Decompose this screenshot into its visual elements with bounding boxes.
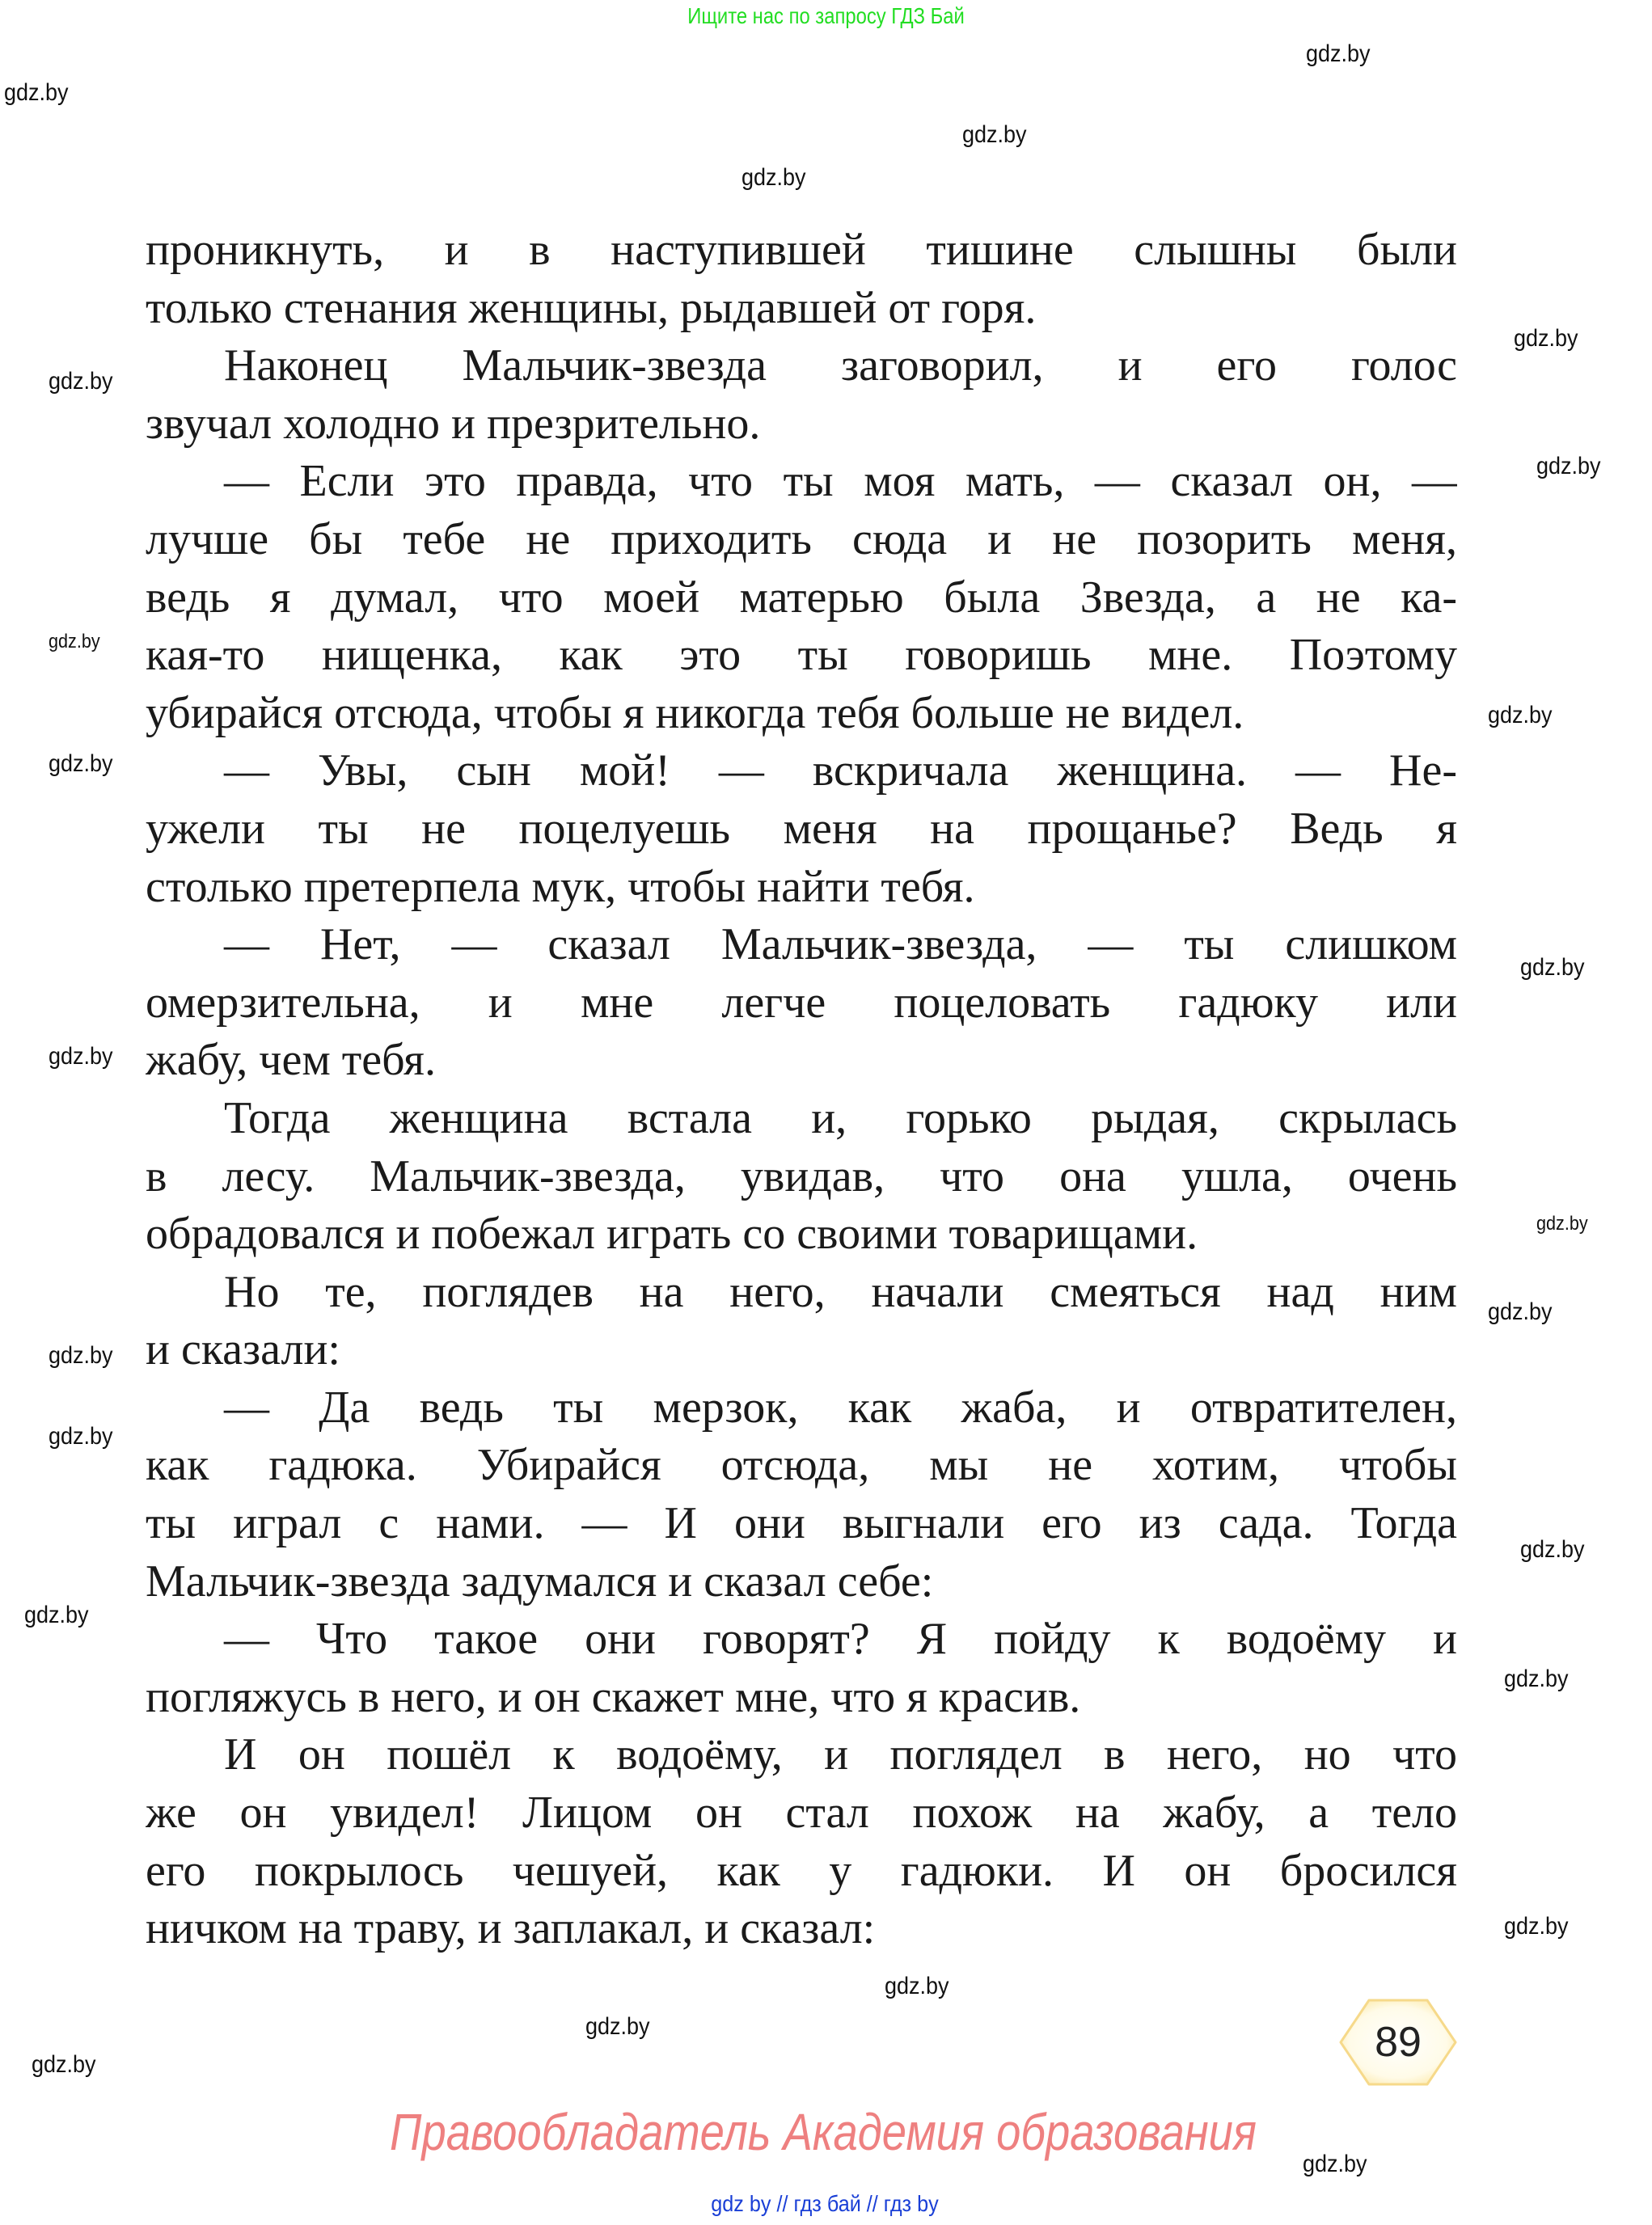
watermark: gdz.by	[1520, 954, 1585, 981]
watermark: gdz.by	[885, 1973, 949, 1999]
watermark: gdz.by	[1536, 453, 1601, 479]
watermark: gdz.by	[49, 1423, 113, 1450]
watermark: gdz.by	[32, 2051, 96, 2078]
watermark: gdz.by	[49, 1043, 113, 1070]
text-line: столько претерпела мук, чтобы найти тебя.	[146, 861, 975, 912]
text-line: погляжусь в него, и он скажет мне, что я красив.	[146, 1671, 1081, 1722]
watermark: gdz.by	[49, 1342, 113, 1369]
text-line: Но те, поглядев на него, начали смеяться над ним	[224, 1266, 1457, 1317]
text-line: в лесу. Мальчик-звезда, увидав, что она ушла, очень	[146, 1150, 1457, 1201]
text-line: убирайся отсюда, чтобы я никогда тебя больше не видел.	[146, 687, 1244, 738]
text-line: — Что такое они говорят? Я пойду к водоёму и	[224, 1614, 1457, 1665]
text-line: — Увы, сын мой! — вскричала женщина. — Не-	[224, 745, 1457, 796]
text-line: звучал холодно и презрительно.	[146, 398, 761, 449]
text-line: как гадюка. Убирайся отсюда, мы не хотим, чтобы	[146, 1440, 1457, 1491]
watermark: gdz.by	[49, 631, 100, 652]
watermark: gdz.by	[1514, 325, 1578, 352]
text-line: проникнуть, и в наступившей тишине слышны были	[146, 225, 1457, 275]
watermark: gdz.by	[1488, 1298, 1553, 1325]
text-line: — Нет, — сказал Мальчик-звезда, — ты слишком	[224, 919, 1457, 970]
watermark: gdz.by	[49, 368, 113, 395]
text-line: — Да ведь ты мерзок, как жаба, и отвратителен,	[224, 1382, 1457, 1433]
watermark: gdz.by	[741, 164, 806, 191]
text-line: ужели ты не поцелуешь меня на прощанье? Ведь я	[146, 803, 1457, 854]
text-line: жабу, чем тебя.	[146, 1035, 436, 1086]
text-line: лучше бы тебе не приходить сюда и не позорить меня,	[146, 513, 1457, 564]
text-line: омерзительна, и мне легче поцеловать гадюку или	[146, 977, 1457, 1028]
page-number-badge	[1338, 1998, 1458, 2087]
text-line: Тогда женщина встала и, горько рыдая, скрылась	[224, 1092, 1457, 1143]
watermark: gdz.by	[49, 750, 113, 777]
text-line: обрадовался и побежал играть со своими товарищами.	[146, 1209, 1198, 1260]
text-line: и сказали:	[146, 1324, 340, 1375]
footer-links[interactable]: gdz by // гдз бай // гдз by	[711, 2191, 939, 2216]
text-line: ты играл с нами. — И они выгнали его из сада. Тогда	[146, 1498, 1457, 1549]
watermark: gdz.by	[1306, 40, 1371, 67]
watermark: gdz.by	[24, 1602, 89, 1628]
text-line: — Если это правда, что ты моя мать, — сказал он, —	[224, 456, 1457, 507]
text-line: Наконец Мальчик-звезда заговорил, и его голос	[224, 340, 1457, 391]
watermark: gdz.by	[1488, 702, 1553, 728]
copyright-notice: Правообладатель Академия образования	[390, 2103, 1257, 2161]
search-banner: Ищите нас по запросу ГДЗ Бай	[687, 3, 965, 28]
watermark: gdz.by	[1303, 2151, 1367, 2177]
page-number: 89	[1375, 2019, 1422, 2066]
watermark: gdz.by	[1520, 1536, 1585, 1563]
text-line: кая-то нищенка, как это ты говоришь мне. Поэтому	[146, 630, 1457, 681]
text-line: его покрылось чешуей, как у гадюки. И он бросился	[146, 1845, 1457, 1896]
watermark: gdz.by	[1504, 1666, 1569, 1692]
watermark: gdz.by	[1536, 1213, 1588, 1235]
story-text	[146, 222, 1457, 1958]
watermark: gdz.by	[962, 121, 1027, 148]
watermark: gdz.by	[1504, 1913, 1569, 1940]
text-line: же он увидел! Лицом он стал похож на жабу, а тело	[146, 1788, 1457, 1839]
text-line: ведь я думал, что моей матерью была Звезда, а не ка-	[146, 572, 1457, 623]
text-line: ничком на траву, и заплакал, и сказал:	[146, 1903, 876, 1954]
watermark: gdz.by	[585, 2013, 650, 2040]
text-line: Мальчик-звезда задумался и сказал себе:	[146, 1556, 934, 1606]
text-line: только стенания женщины, рыдавшей от горя.	[146, 282, 1037, 333]
watermark: gdz.by	[4, 79, 69, 106]
text-line: И он пошёл к водоёму, и поглядел в него, но что	[224, 1729, 1457, 1780]
